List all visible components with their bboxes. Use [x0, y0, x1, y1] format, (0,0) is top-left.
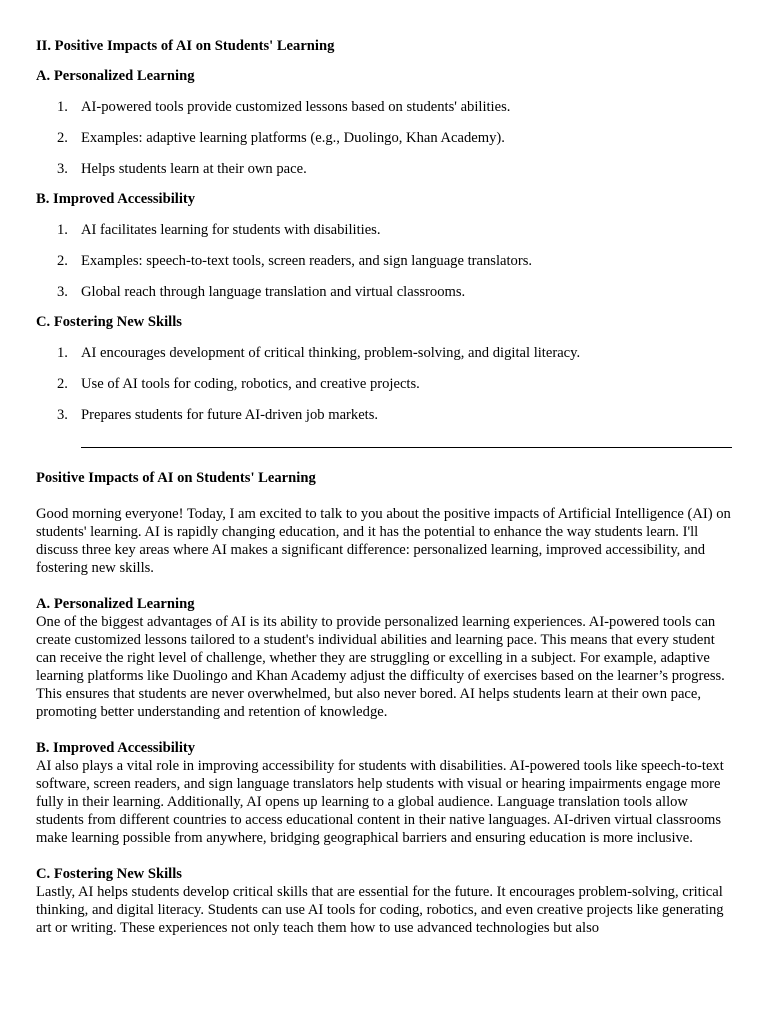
list-item [36, 282, 732, 302]
speech-intro-paragraph: Good morning everyone! Today, I am excited to talk to you about the positive impacts of Artificial Intelligence (AI) on students' learning. AI is rapidly changing education, and it has the potential to enhance the way students learn. I'll discuss three key areas where AI makes a significant difference: personalized learning, improved accessibility, and fostering new skills. [36, 506, 731, 576]
list-item-text: Examples: speech-to-text tools, screen readers, and sign language translators. [81, 253, 533, 269]
speech-paragraph-fostering-new-skills: Lastly, AI helps students develop critical skills that are essential for the future. It encourages problem-solving, critical thinking, and digital literacy. Students can use AI tools for coding, robotics, and even creative projects like generating art or writing. These experiences not only teach them how to use advanced technologies but also [36, 884, 724, 936]
speech-heading-improved-accessibility: B. Improved Accessibility [36, 740, 196, 756]
speech-title: Positive Impacts of AI on Students' Learning [36, 470, 316, 486]
list-item [36, 128, 732, 148]
outline-list-personalized-learning [36, 97, 732, 179]
outline-list-fostering-new-skills [36, 343, 732, 425]
list-item-text: Use of AI tools for coding, robotics, and creative projects. [81, 376, 420, 392]
list-item-text: Prepares students for future AI-driven job markets. [81, 407, 379, 423]
list-item-text: Helps students learn at their own pace. [81, 161, 307, 177]
list-item [36, 220, 732, 240]
list-item-text: Examples: adaptive learning platforms (e.g., Duolingo, Khan Academy). [81, 130, 505, 146]
list-item-text: AI facilitates learning for students with disabilities. [81, 222, 381, 238]
speech-heading-fostering-new-skills: C. Fostering New Skills [36, 866, 182, 882]
outline-list-improved-accessibility [36, 220, 732, 302]
list-item [36, 405, 732, 425]
outline-heading-fostering-new-skills: C. Fostering New Skills [36, 314, 182, 330]
outline-heading-personalized-learning: A. Personalized Learning [36, 68, 195, 84]
speech-paragraph-improved-accessibility: AI also plays a vital role in improving accessibility for students with disabilities. AI-powered tools like speech-to-text software, screen readers, and sign language translators help students with visual or hearing impairments engage more fully in their learning. Additionally, AI opens up learning to a global audience. Language translation tools allow students from different countries to access educational content in their native languages. AI-driven virtual classrooms make learning possible from anywhere, bridging geographical barriers and ensuring education is more inclusive. [36, 758, 724, 846]
document-page [36, 36, 732, 937]
list-item-text: Global reach through language translation and virtual classrooms. [81, 284, 466, 300]
list-item [36, 343, 732, 363]
list-item [36, 374, 732, 394]
list-item-text: AI encourages development of critical thinking, problem-solving, and digital literacy. [81, 345, 581, 361]
list-number: 3. [57, 407, 68, 423]
list-item [36, 159, 732, 179]
list-number: 1. [57, 345, 68, 361]
list-number: 1. [57, 99, 68, 115]
outline-title: II. Positive Impacts of AI on Students' Learning [36, 38, 335, 54]
list-number: 3. [57, 284, 68, 300]
list-number: 1. [57, 222, 68, 238]
list-number: 2. [57, 376, 68, 392]
list-number: 3. [57, 161, 68, 177]
speech-paragraph-personalized-learning: One of the biggest advantages of AI is its ability to provide personalized learning experiences. AI-powered tools can create customized lessons tailored to a student's individual abilities and learning pace. This means that every student can receive the right level of challenge, whether they are struggling or excelling in a subject. For example, adaptive learning platforms like Duolingo and Khan Academy adjust the difficulty of exercises based on the learner’s progress. This ensures that students are never overwhelmed, but also never bored. AI helps students learn at their own pace, promoting better understanding and retention of knowledge. [36, 614, 725, 720]
outline-heading-improved-accessibility: B. Improved Accessibility [36, 191, 196, 207]
list-item [36, 251, 732, 271]
list-number: 2. [57, 253, 68, 269]
horizontal-divider [81, 447, 732, 448]
list-item [36, 97, 732, 117]
list-item-text: AI-powered tools provide customized lessons based on students' abilities. [81, 99, 511, 115]
speech-heading-personalized-learning: A. Personalized Learning [36, 596, 195, 612]
list-number: 2. [57, 130, 68, 146]
